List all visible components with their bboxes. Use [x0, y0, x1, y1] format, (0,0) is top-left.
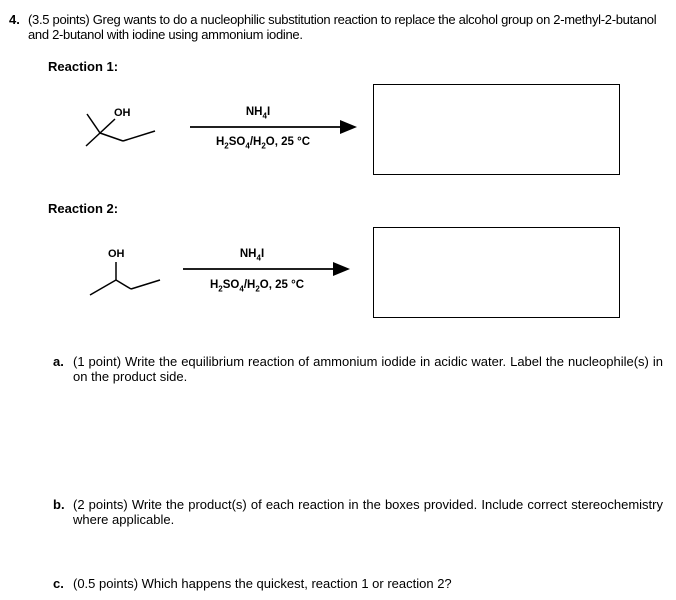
question-body: Greg wants to do a nucleophilic substitution reaction to replace the alcohol group on 2-methyl-2-butanol and 2-butanol with iodine using ammonium iodine. [28, 12, 657, 42]
subquestion-b-text: (2 points) Write the product(s) of each reaction in the boxes provided. Include correct stereochemistry where applicable. [73, 497, 663, 527]
reaction-2-product-box[interactable] [373, 227, 620, 318]
reaction-1-reagent-bottom: $H_2SO_4/H_2O$, 25 °C [215, 136, 311, 151]
subquestion-b-letter: b. [53, 497, 65, 512]
question-number: 4. [9, 12, 20, 27]
reaction-2-reagent-bottom: $H_2SO_4/H_2O$, 25 °C [209, 279, 305, 294]
subquestion-c-text: (0.5 points) Which happens the quickest, reaction 1 or reaction 2? [73, 576, 452, 591]
reaction-1-reagent-top: $NH_4I$ [245, 106, 271, 121]
reaction-2-oh-label: OH [108, 248, 125, 260]
subquestion-a-letter: a. [53, 354, 64, 369]
reaction-1-product-box[interactable] [373, 84, 620, 175]
subquestion-c-letter: c. [53, 576, 64, 591]
reaction-2-reagent-top: $NH_4I$ [239, 248, 265, 263]
reaction-1-molecule-2-methyl-2-butanol [80, 110, 170, 160]
reaction-1-arrow [190, 120, 360, 134]
question-points: (3.5 points) [28, 12, 90, 27]
reaction-1-label: Reaction 1: [48, 59, 119, 74]
reaction-2-label: Reaction 2: [48, 201, 119, 216]
reaction-1-oh-label: OH [114, 107, 131, 119]
reaction-2-arrow [183, 262, 353, 276]
reaction-2-molecule-2-butanol [84, 260, 174, 300]
question-text [28, 12, 668, 42]
subquestion-a-text: (1 point) Write the equilibrium reaction of ammonium iodide in acidic water. Label the nucleophile(s) in on the product side. [73, 354, 663, 384]
